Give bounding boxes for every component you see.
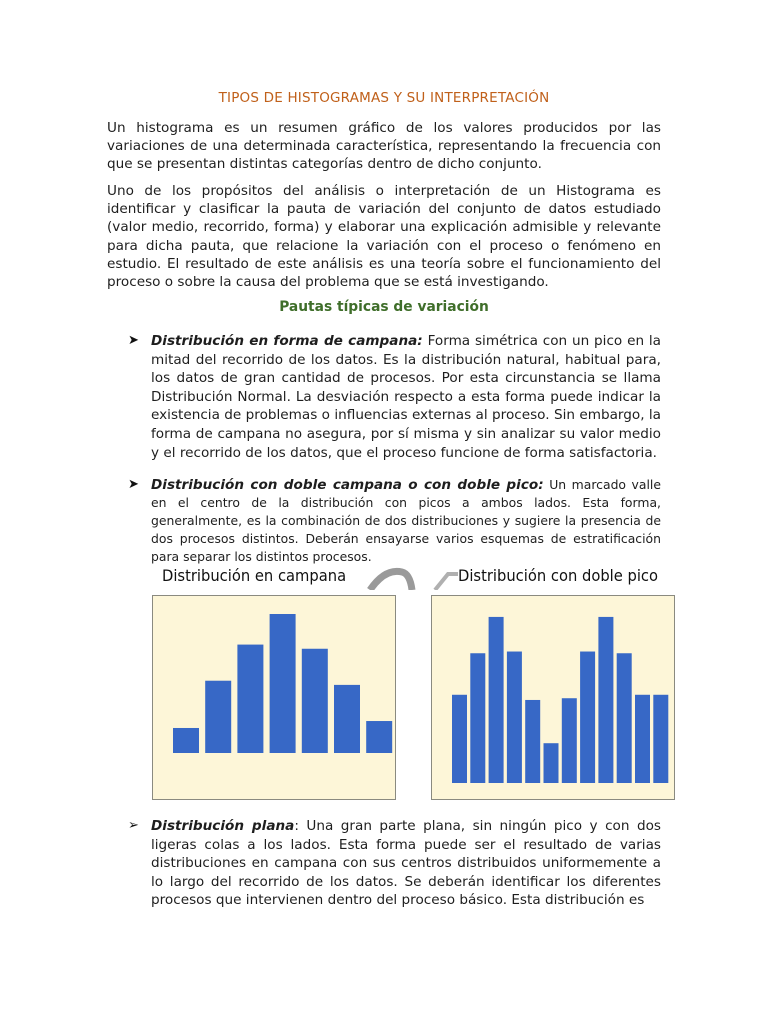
- histogram-bar: [452, 695, 467, 783]
- histogram-panel-bell: [152, 595, 396, 800]
- histogram-bar: [270, 614, 296, 753]
- arrow-bullet-icon: ➤: [128, 333, 139, 348]
- histogram-bar: [617, 653, 632, 783]
- histogram-bar: [507, 652, 522, 783]
- histogram-bar: [470, 653, 485, 783]
- purpose-paragraph: Uno de los propósitos del análisis o interpretación de un Histograma es identificar y clasificar la pauta de variación del conjunto de datos estudiado (valor medio, recorrido, forma) y elaborar una explicación admisible y relevante para dicha pauta, que relacione la variación con el proceso o fenómeno en estudio. El resultado de este análisis es una teoría sobre el funcionamiento del proceso o sobre la causa del problema que se está investigando.: [107, 183, 661, 291]
- histogram-double-peak: [432, 596, 673, 798]
- bullet-lead: Distribución en forma de campana:: [151, 333, 423, 349]
- watermark-logo: [340, 560, 460, 590]
- histogram-bar: [173, 728, 199, 753]
- document-title: TIPOS DE HISTOGRAMAS Y SU INTERPRETACIÓN: [218, 90, 550, 106]
- histogram-bar: [525, 700, 540, 783]
- bullet-body: Forma simétrica con un pico en la mitad del recorrido de los datos. Es la distribución natural, habitual para, los datos de gran cantidad de procesos. Por esta circunstancia se llama Distribución Normal. La desviación respecto a esta forma puede indicar la existencia de problemas o influencias externas al proceso. Sin embargo, la forma de campana no asegura, por sí misma y sin analizar su valor medio y el recorrido de los datos, que el proceso funcione de forma satisfactoria.: [151, 333, 661, 461]
- histogram-bar: [237, 645, 263, 753]
- section-subtitle: Pautas típicas de variación: [279, 299, 489, 315]
- histogram-bar: [205, 681, 231, 753]
- bullet-double-peak-distribution: [151, 476, 661, 566]
- histogram-bar: [635, 695, 650, 783]
- intro-paragraph: Un histograma es un resumen gráfico de los valores producidos por las variaciones de una determinada característica, representando la frecuencia con que se presentan distintas categorías dentro de dicho conjunto.: [107, 120, 661, 173]
- bullet-lead: Distribución con doble campana o con doble pico:: [151, 477, 544, 493]
- histogram-bar: [653, 695, 668, 783]
- bullet-lead: Distribución plana: [151, 818, 295, 834]
- histogram-bell: [153, 596, 394, 798]
- bullet-flat-distribution: [151, 817, 661, 910]
- bullet-bell-distribution: [151, 332, 661, 462]
- histogram-bar: [580, 652, 595, 783]
- histogram-bar: [598, 617, 613, 783]
- chart-title-double-peak: Distribución con doble pico: [458, 566, 659, 585]
- histogram-bar: [489, 617, 504, 783]
- histogram-bar: [544, 743, 559, 783]
- histogram-bar: [302, 649, 328, 753]
- arrow-bullet-icon: ➤: [128, 477, 139, 492]
- bullet-body: : Una gran parte plana, sin ningún pico y con dos ligeras colas a los lados. Esta forma puede ser el resultado de varias distribuciones en campana con sus centros distribuidos uniformemente a lo largo del recorrido de los datos. Se deberán identificar los diferentes procesos que intervienen dentro del proceso básico. Esta distribución es: [151, 818, 661, 909]
- histogram-bar: [562, 698, 577, 783]
- histogram-bar: [366, 721, 392, 753]
- bullet-body: Un marcado valle en el centro de la distribución con picos a ambos lados. Esta forma, generalmente, es la combinación de dos distribuciones y sugiere la presencia de dos procesos distintos. Deberán ensayarse varios esquemas de estratificación para separar los distintos procesos.: [151, 477, 661, 564]
- chart-title-bell: Distribución en campana: [162, 566, 347, 585]
- histogram-bar: [334, 685, 360, 753]
- arrow-bullet-icon: ➢: [128, 818, 139, 833]
- histogram-panel-double-peak: [431, 595, 675, 800]
